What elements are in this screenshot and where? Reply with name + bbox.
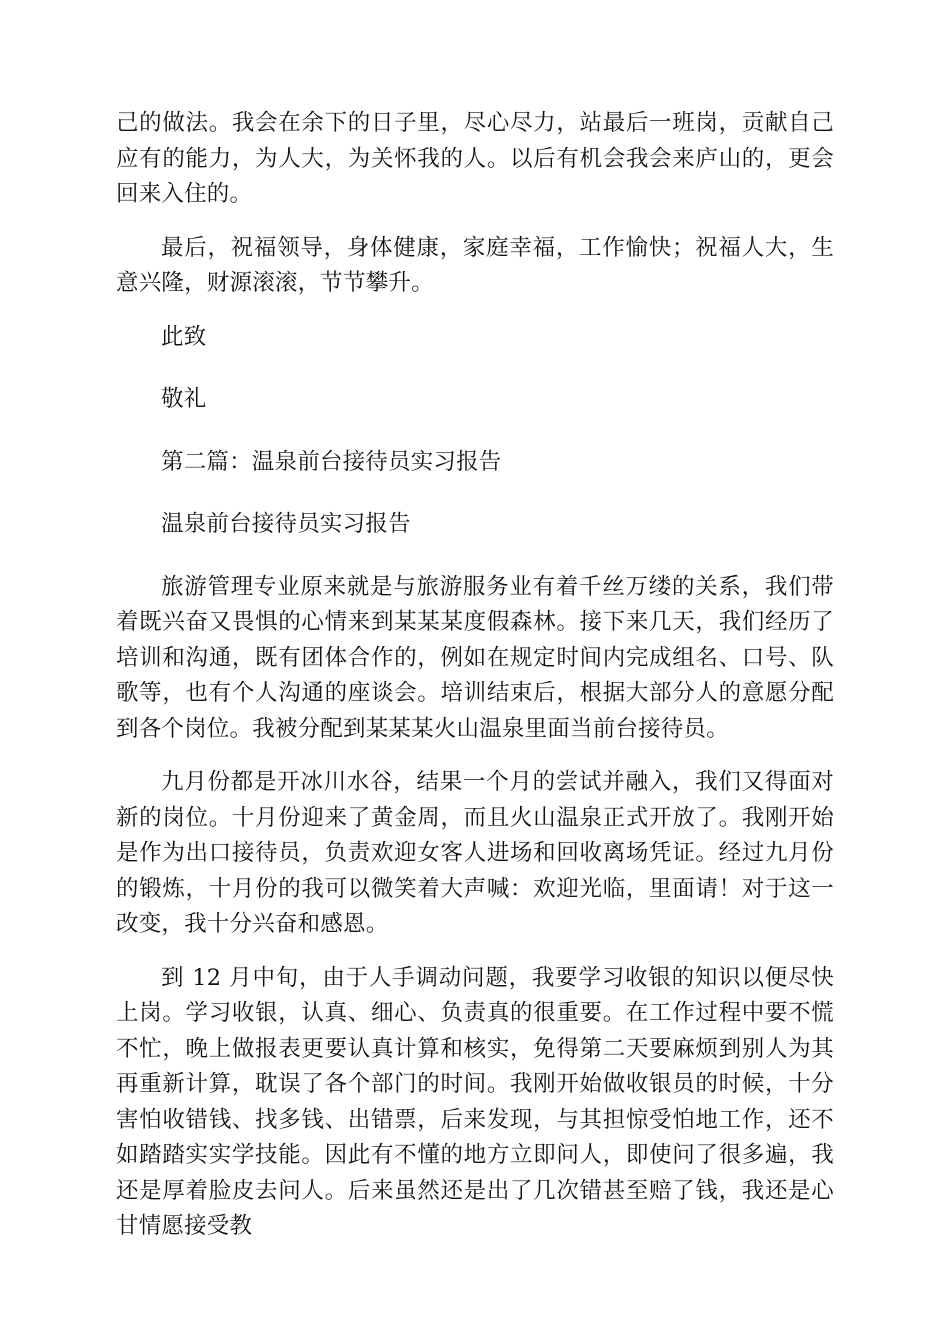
section-heading: 第二篇：温泉前台接待员实习报告 [161,448,502,475]
paragraph-intro: 旅游管理专业原来就是与旅游服务业有着千丝万缕的关系，我们带着既兴奋又畏惧的心情来到某某某度假森林。接下来几天，我们经历了培训和沟通，既有团体合作的，例如在规定时间内完成组名、口号、队歌等，也有个人沟通的座谈会。培训结束后，根据大部分人的意愿分配到各个岗位。我被分配到某某某火山温泉里面当前台接待员。 [116,573,834,742]
document-page [116,106,834,1263]
report-title: 温泉前台接待员实习报告 [161,511,411,537]
salutation-jingli: 敬礼 [161,386,207,412]
paragraph-september: 九月份都是开冰川水谷，结果一个月的尝试并融入，我们又得面对新的岗位。十月份迎来了黄金周，而且火山温泉正式开放了。我刚开始是作为出口接待员，负责欢迎女客人进场和回收离场凭证。经过九月份的锻炼，十月份的我可以微笑着大声喊：欢迎光临，里面请！对于这一改变，我十分兴奋和感恩。 [116,769,834,937]
paragraph-december: 到 12 月中旬，由于人手调动问题，我要学习收银的知识以便尽快上岗。学习收银，认真、细心、负责真的很重要。在工作过程中要不慌不忙，晚上做报表更要认真计算和核实，免得第二天要麻烦到别人为其再重新计算，耽误了各个部门的时间。我刚开始做收银员的时候，十分害怕收错钱、找多钱、出错票，后来发现，与其担惊受怕地工作，还不如踏踏实实学技能。因此有不懂的地方立即问人，即使问了很多遍，我还是厚着脸皮去问人。后来虽然还是出了几次错甚至赔了钱，我还是心甘情愿接受教 [116,964,834,1239]
salutation-cizhi: 此致 [161,323,207,350]
paragraph-closing-wishes: 最后，祝福领导，身体健康，家庭幸福，工作愉快；祝福人大，生意兴隆，财源滚滚，节节攀升。 [116,234,834,296]
paragraph-continuation: 己的做法。我会在余下的日子里，尽心尽力，站最后一班岗，贡献自己应有的能力，为人大，为关怀我的人。以后有机会我会来庐山的，更会回来入住的。 [116,110,834,207]
